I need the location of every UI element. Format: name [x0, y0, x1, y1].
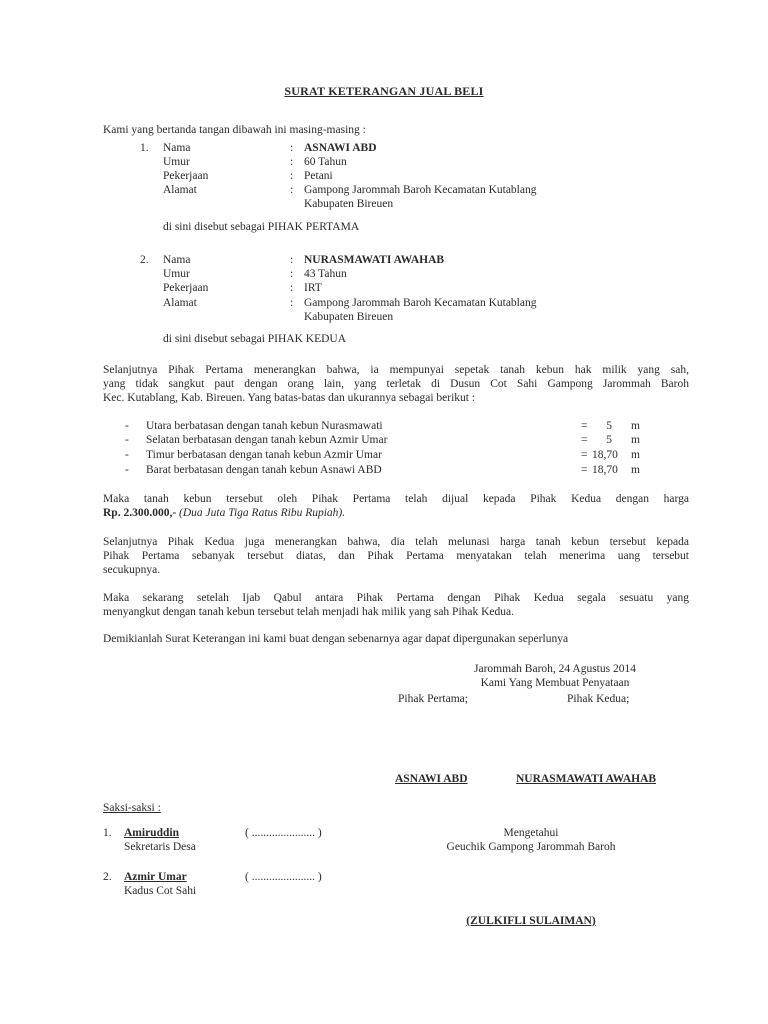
acknowledge-label: Mengetahui: [503, 827, 559, 839]
paragraph-line: yang tidak sangkut paut dengan orang lain, yang terletak di Dusun Cot Sahi Gampong Jarommah Baroh: [103, 378, 689, 390]
boundary-unit: m: [631, 449, 640, 461]
party1-designation-prefix: di sini disebut sebagai: [163, 221, 265, 233]
party2-job: IRT: [304, 282, 322, 294]
witness-role: Kadus Cot Sahi: [124, 885, 197, 897]
list-bullet: -: [125, 420, 129, 432]
paragraph-line: menyangkut dengan tanah kebun tersebut telah menjadi hak milik yang sah Pihak Kedua.: [103, 606, 515, 618]
paragraph-line: Selanjutnya Pihak Kedua juga menerangkan bahwa, dia telah melunasi harga tanah kebun tersebut kepada: [103, 536, 689, 548]
party1-colon: :: [290, 184, 294, 196]
party1-address-line1: Gampong Jarommah Baroh Kecamatan Kutablang: [304, 184, 537, 196]
party2-number: 2.: [140, 254, 149, 266]
witness-name: Amiruddin: [124, 827, 179, 839]
boundary-value: 18,70: [592, 464, 618, 476]
boundary-unit: m: [631, 420, 640, 432]
list-bullet: -: [125, 464, 129, 476]
boundary-equals: =: [581, 464, 588, 476]
paragraph-ownership: [103, 591, 689, 619]
list-bullet: -: [125, 449, 129, 461]
village-head-title: Geuchik Gampong Jarommah Baroh: [446, 841, 616, 853]
paragraph-line: Maka sekarang setelah Ijab Qabul antara Pihak Pertama dengan Pihak Kedua segala sesuatu yang: [103, 592, 689, 604]
second-party-label: Pihak Kedua;: [567, 693, 630, 705]
party2-designation: PIHAK KEDUA: [267, 333, 347, 345]
sale-price: Rp. 2.300.000,-: [103, 507, 177, 519]
list-bullet: -: [125, 434, 129, 446]
party1-colon: :: [290, 142, 294, 154]
witness-role: Sekretaris Desa: [124, 841, 196, 853]
witness-name: Azmir Umar: [124, 871, 187, 883]
party1-designation: PIHAK PERTAMA: [267, 221, 360, 233]
village-head-name: (ZULKIFLI SULAIMAN): [466, 915, 596, 927]
place-date: Jarommah Baroh, 24 Agustus 2014: [474, 663, 636, 675]
party2-address-line2: Kabupaten Bireuen: [304, 311, 394, 323]
first-party-label: Pihak Pertama;: [398, 693, 468, 705]
price-line: [103, 506, 689, 520]
party1-colon: :: [290, 156, 294, 168]
paragraph-payment: [103, 535, 689, 577]
boundary-equals: =: [581, 434, 588, 446]
party1-address-line2: Kabupaten Bireuen: [304, 198, 394, 210]
paragraph-sale: [103, 492, 689, 520]
party1-label-name: Nama: [163, 142, 191, 154]
boundary-text: Timur berbatasan dengan tanah kebun Azmir Umar: [146, 449, 382, 461]
party2-age: 43 Tahun: [304, 268, 347, 280]
boundary-unit: m: [631, 434, 640, 446]
party2-label-age: Umur: [163, 268, 190, 280]
paragraph-line: Pihak Pertama sebanyak tersebut diatas, dan Pihak Pertama menyatakan telah menerima uang tersebut: [103, 550, 689, 562]
witnesses-label: Saksi-saksi :: [103, 802, 161, 814]
witness-number: 2.: [103, 871, 112, 883]
paragraph-line: Selanjutnya Pihak Pertama menerangkan bahwa, ia mempunyai sepetak tanah kebun hak milik yang sah,: [103, 364, 689, 376]
paragraph-land-description: [103, 363, 689, 405]
party2-address-line1: Gampong Jarommah Baroh Kecamatan Kutablang: [304, 297, 537, 309]
signatory-first-party: ASNAWI ABD: [395, 773, 468, 785]
party1-label-address: Alamat: [163, 184, 197, 196]
party1-job: Petani: [304, 170, 333, 182]
boundary-unit: m: [631, 464, 640, 476]
party2-label-job: Pekerjaan: [163, 282, 209, 294]
party1-name: ASNAWI ABD: [304, 142, 377, 154]
paragraph-line: Maka tanah kebun tersebut oleh Pihak Pertama telah dijual kepada Pihak Kedua dengan harga: [103, 493, 689, 505]
party2-label-address: Alamat: [163, 297, 197, 309]
boundary-value: 5: [606, 420, 612, 432]
boundary-text: Barat berbatasan dengan tanah kebun Asnawi ABD: [146, 464, 382, 476]
boundary-text: Utara berbatasan dengan tanah kebun Nurasmawati: [146, 420, 383, 432]
witness-signature-dots: ( ...................... ): [245, 827, 322, 839]
party2-colon: :: [290, 268, 294, 280]
boundary-text: Selatan berbatasan dengan tanah kebun Azmir Umar: [146, 434, 388, 446]
party2-designation-line: [163, 332, 346, 346]
party1-designation-line: [163, 220, 359, 234]
paragraph-line: secukupnya.: [103, 564, 161, 576]
party1-label-job: Pekerjaan: [163, 170, 209, 182]
witness-signature-dots: ( ...................... ): [245, 871, 322, 883]
paragraph-closing: Demikianlah Surat Keterangan ini kami buat dengan sebenarnya agar dapat dipergunakan seperlunya: [103, 633, 569, 645]
signatory-second-party: NURASMAWATI AWAHAB: [516, 773, 657, 785]
boundary-value: 5: [606, 434, 612, 446]
party2-label-name: Nama: [163, 254, 191, 266]
sale-price-words: (Dua Juta Tiga Ratus Ribu Rupiah).: [179, 507, 346, 519]
party1-number: 1.: [140, 142, 149, 154]
intro-text: Kami yang bertanda tangan dibawah ini masing-masing :: [103, 124, 366, 136]
party1-age: 60 Tahun: [304, 156, 347, 168]
statement-makers: Kami Yang Membuat Penyataan: [480, 677, 630, 689]
party1-label-age: Umur: [163, 156, 190, 168]
party2-colon: :: [290, 254, 294, 266]
party2-designation-prefix: di sini disebut sebagai: [163, 333, 265, 345]
boundary-equals: =: [581, 449, 588, 461]
party1-colon: :: [290, 170, 294, 182]
paragraph-line: Kec. Kutablang, Kab. Bireuen. Yang batas-batas dan ukurannya sebagai berikut :: [103, 392, 476, 404]
document-title: SURAT KETERANGAN JUAL BELI: [284, 84, 484, 98]
witness-number: 1.: [103, 827, 112, 839]
party2-colon: :: [290, 297, 294, 309]
boundary-value: 18,70: [592, 449, 618, 461]
party2-name: NURASMAWATI AWAHAB: [304, 254, 445, 266]
boundary-equals: =: [581, 420, 588, 432]
party2-colon: :: [290, 282, 294, 294]
